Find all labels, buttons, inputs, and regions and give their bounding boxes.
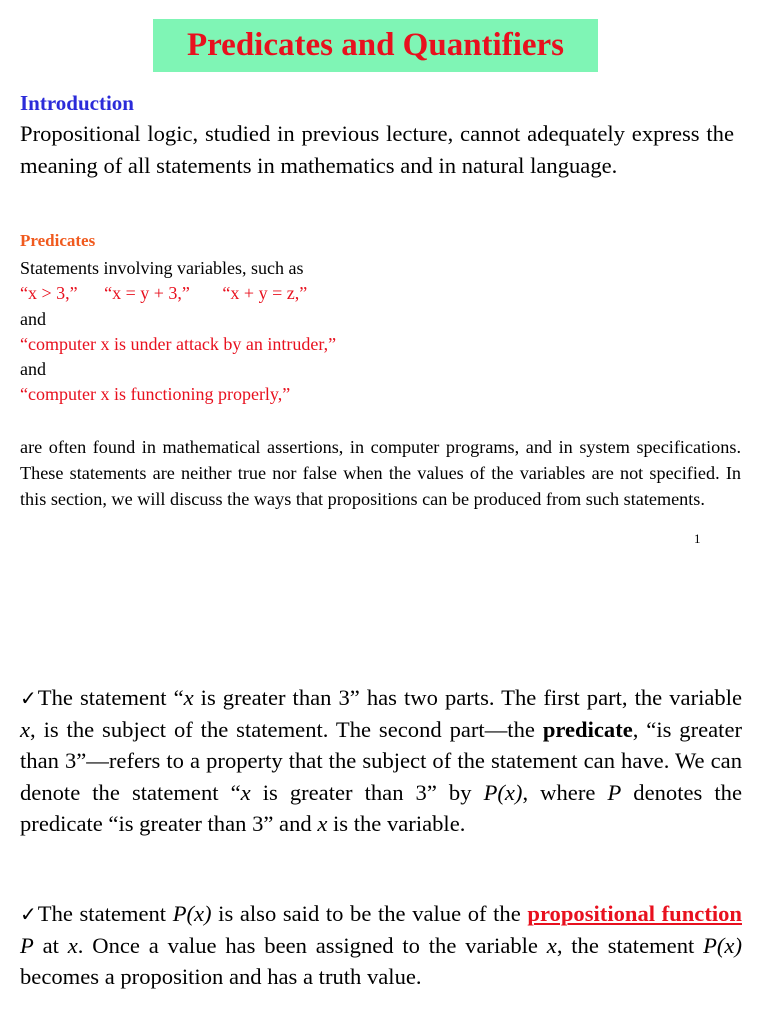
example-x-plus-y-eq-z: “x + y = z,” bbox=[222, 283, 308, 303]
page-title: Predicates and Quantifiers bbox=[186, 27, 565, 63]
propositional-function-term: propositional function bbox=[527, 901, 742, 926]
example-functioning: “computer x is functioning properly,” bbox=[20, 384, 291, 404]
predicate-term: predicate bbox=[542, 717, 633, 743]
checkmark-icon: ✓ bbox=[20, 686, 37, 710]
bullet-predicate-definition: ✓The statement “x is greater than 3” has two parts. The first part, the variable x, is the subject of the statement. The second part—the predicate, “is greater than 3”—refers to a property that the subject of the statement can have. We can denote the statement “x is greater than 3” by P(x), where P denotes the predicate “is greater than 3” and x is the variable. bbox=[20, 685, 743, 836]
example-intruder: “computer x is under attack by an intruder,” bbox=[20, 334, 337, 354]
predicates-heading: Predicates bbox=[20, 231, 96, 250]
example-x-gt-3: “x > 3,” bbox=[20, 283, 78, 303]
slide-2 bbox=[0, 560, 768, 1024]
checkmark-icon: ✓ bbox=[20, 902, 37, 926]
title-banner bbox=[153, 19, 598, 72]
bullet-propositional-function: ✓The statement P(x) is also said to be the value of the propositional function P at x. Once a value has been assigned to the variable x, the statement P(x) becomes a proposition and has a truth value. bbox=[20, 901, 742, 990]
introduction-paragraph: Propositional logic, studied in previous lecture, cannot adequately express the meaning of all statements in mathematics and in natural language. bbox=[20, 121, 734, 178]
page-number: 1 bbox=[694, 531, 701, 546]
assertions-paragraph: are often found in mathematical assertions, in computer programs, and in system specifications. These statements are neither true nor false when the values of the variables are not specified. In this section, we will discuss the ways that propositions can be produced from such statements. bbox=[20, 437, 741, 509]
statements-intro: Statements involving variables, such as bbox=[20, 258, 304, 278]
introduction-heading: Introduction bbox=[20, 91, 134, 115]
conjunction-and-2: and bbox=[20, 359, 46, 379]
example-equations bbox=[20, 283, 307, 304]
conjunction-and-1: and bbox=[20, 309, 46, 329]
example-x-eq-y-plus-3: “x = y + 3,” bbox=[104, 283, 190, 303]
